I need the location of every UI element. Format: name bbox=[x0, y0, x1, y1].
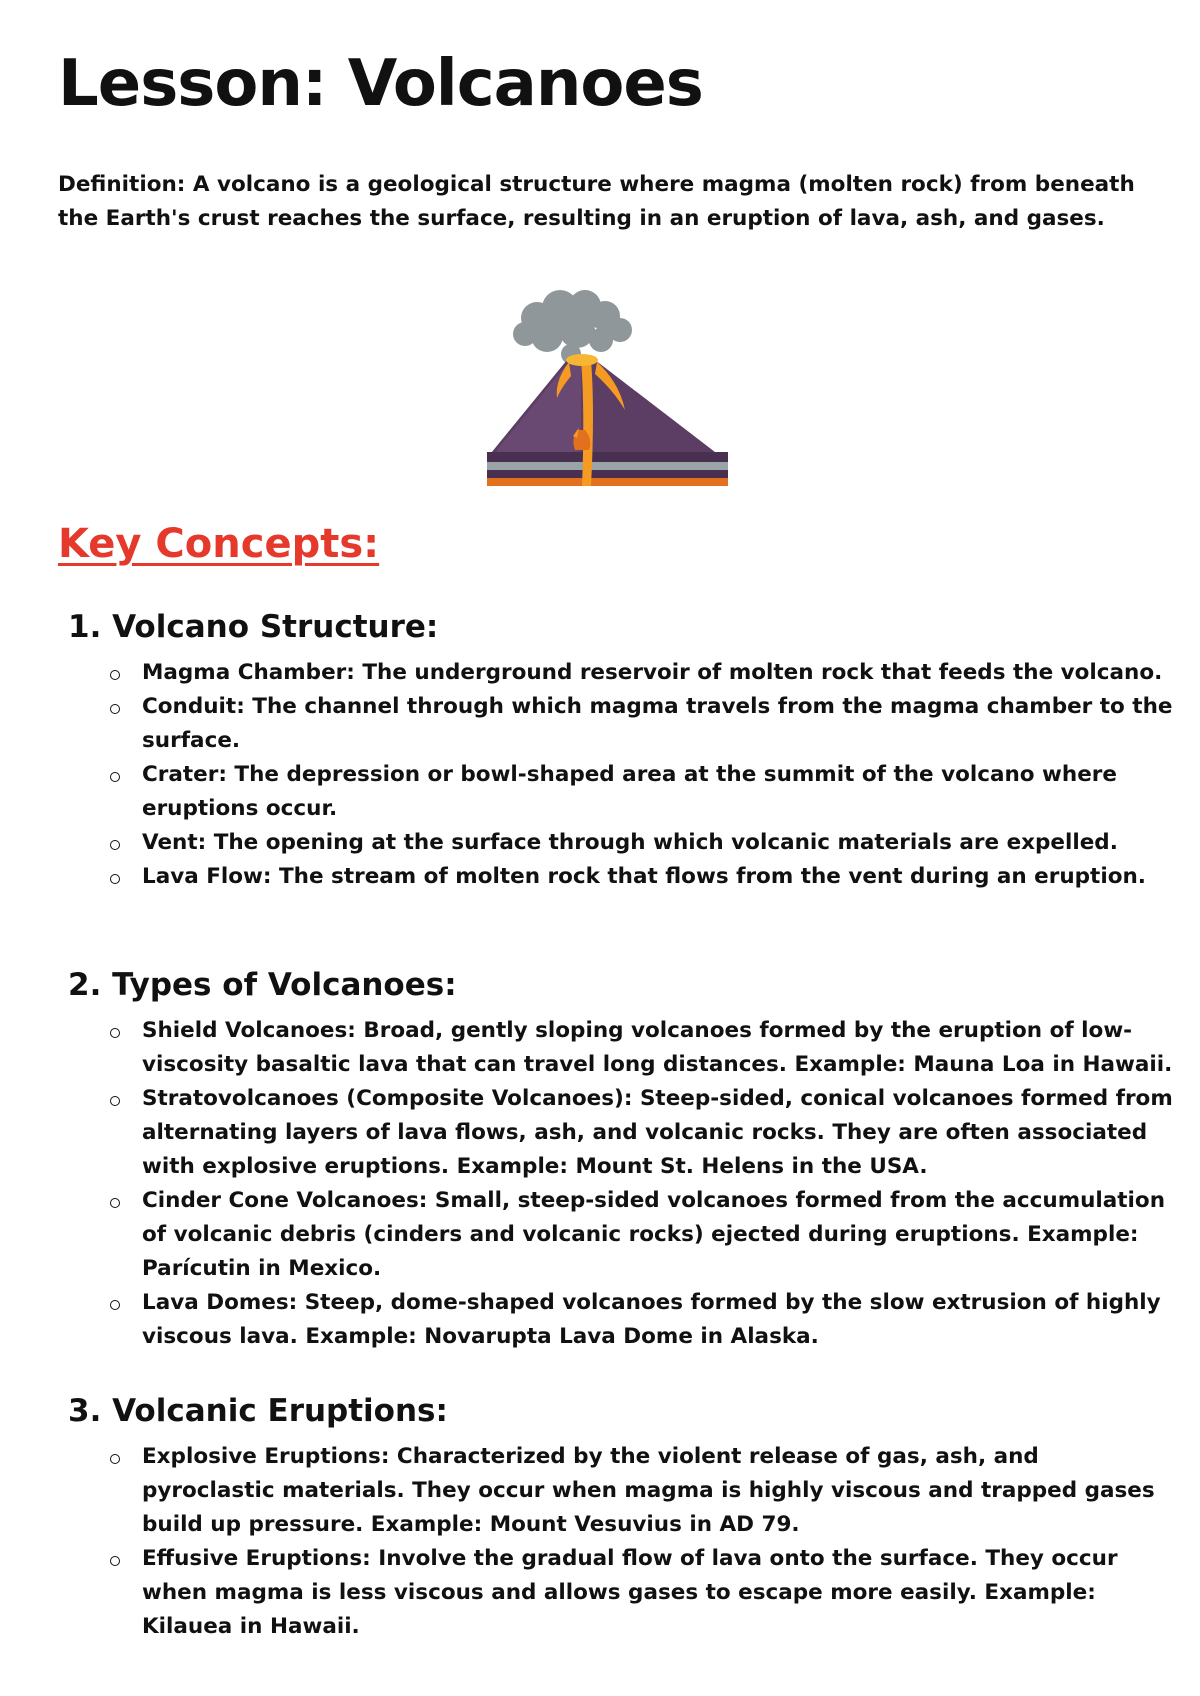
volcano-cross-section-icon bbox=[485, 290, 730, 500]
list-item: Lava Flow: The stream of molten rock that flows from the vent during an eruption. bbox=[108, 860, 1173, 894]
page-title: Lesson: Volcanoes bbox=[58, 47, 703, 121]
definition-paragraph: Definition: A volcano is a geological structure where magma (molten rock) from beneath the Earth's crust reaches the surface, resulting in an eruption of lava, ash, and gases. bbox=[58, 172, 1135, 231]
list-item: Magma Chamber: The underground reservoir of molten rock that feeds the volcano. bbox=[108, 656, 1173, 690]
list-item: Shield Volcanoes: Broad, gently sloping volcanoes formed by the eruption of low-viscosity basaltic lava that can travel long distances. Example: Mauna Loa in Hawaii. bbox=[108, 1014, 1173, 1082]
list-item: Vent: The opening at the surface through which volcanic materials are expelled. bbox=[108, 826, 1173, 860]
types-of-volcanoes-list bbox=[108, 1014, 1173, 1354]
list-item: Crater: The depression or bowl-shaped area at the summit of the volcano where eruptions occur. bbox=[108, 758, 1173, 826]
section-title-types-of-volcanoes: 2. Types of Volcanoes: bbox=[68, 967, 457, 1003]
bullet-icon bbox=[110, 670, 120, 680]
volcanic-eruptions-list bbox=[108, 1440, 1173, 1644]
bullet-icon bbox=[110, 840, 120, 850]
bullet-icon bbox=[110, 1300, 120, 1310]
bullet-icon bbox=[110, 1198, 120, 1208]
list-item: Cinder Cone Volcanoes: Small, steep-sided volcanoes formed from the accumulation of volcanic debris (cinders and volcanic rocks) ejected during eruptions. Example: Parícutin in Mexico. bbox=[108, 1184, 1173, 1286]
bullet-icon bbox=[110, 1454, 120, 1464]
bullet-icon bbox=[110, 704, 120, 714]
section-title-volcano-structure: 1. Volcano Structure: bbox=[68, 609, 439, 645]
list-item: Explosive Eruptions: Characterized by the violent release of gas, ash, and pyroclastic materials. They occur when magma is highly viscous and trapped gases build up pressure. Example: Mount Vesuvius in AD 79. bbox=[108, 1440, 1173, 1542]
bullet-icon bbox=[110, 1556, 120, 1566]
bullet-icon bbox=[110, 1096, 120, 1106]
list-item: Stratovolcanoes (Composite Volcanoes): Steep-sided, conical volcanoes formed from alternating layers of lava flows, ash, and volcanic rocks. They are often associated with explosive eruptions. Example: Mount St. Helens in the USA. bbox=[108, 1082, 1173, 1184]
section-title-volcanic-eruptions: 3. Volcanic Eruptions: bbox=[68, 1393, 448, 1429]
bullet-icon bbox=[110, 874, 120, 884]
list-item: Lava Domes: Steep, dome-shaped volcanoes formed by the slow extrusion of highly viscous lava. Example: Novarupta Lava Dome in Alaska. bbox=[108, 1286, 1173, 1354]
bullet-icon bbox=[110, 1028, 120, 1038]
list-item: Conduit: The channel through which magma travels from the magma chamber to the surface. bbox=[108, 690, 1173, 758]
list-item: Effusive Eruptions: Involve the gradual flow of lava onto the surface. They occur when magma is less viscous and allows gases to escape more easily. Example: Kilauea in Hawaii. bbox=[108, 1542, 1173, 1644]
key-concepts-heading: Key Concepts: bbox=[58, 521, 380, 567]
volcano-structure-list bbox=[108, 656, 1173, 894]
bullet-icon bbox=[110, 772, 120, 782]
